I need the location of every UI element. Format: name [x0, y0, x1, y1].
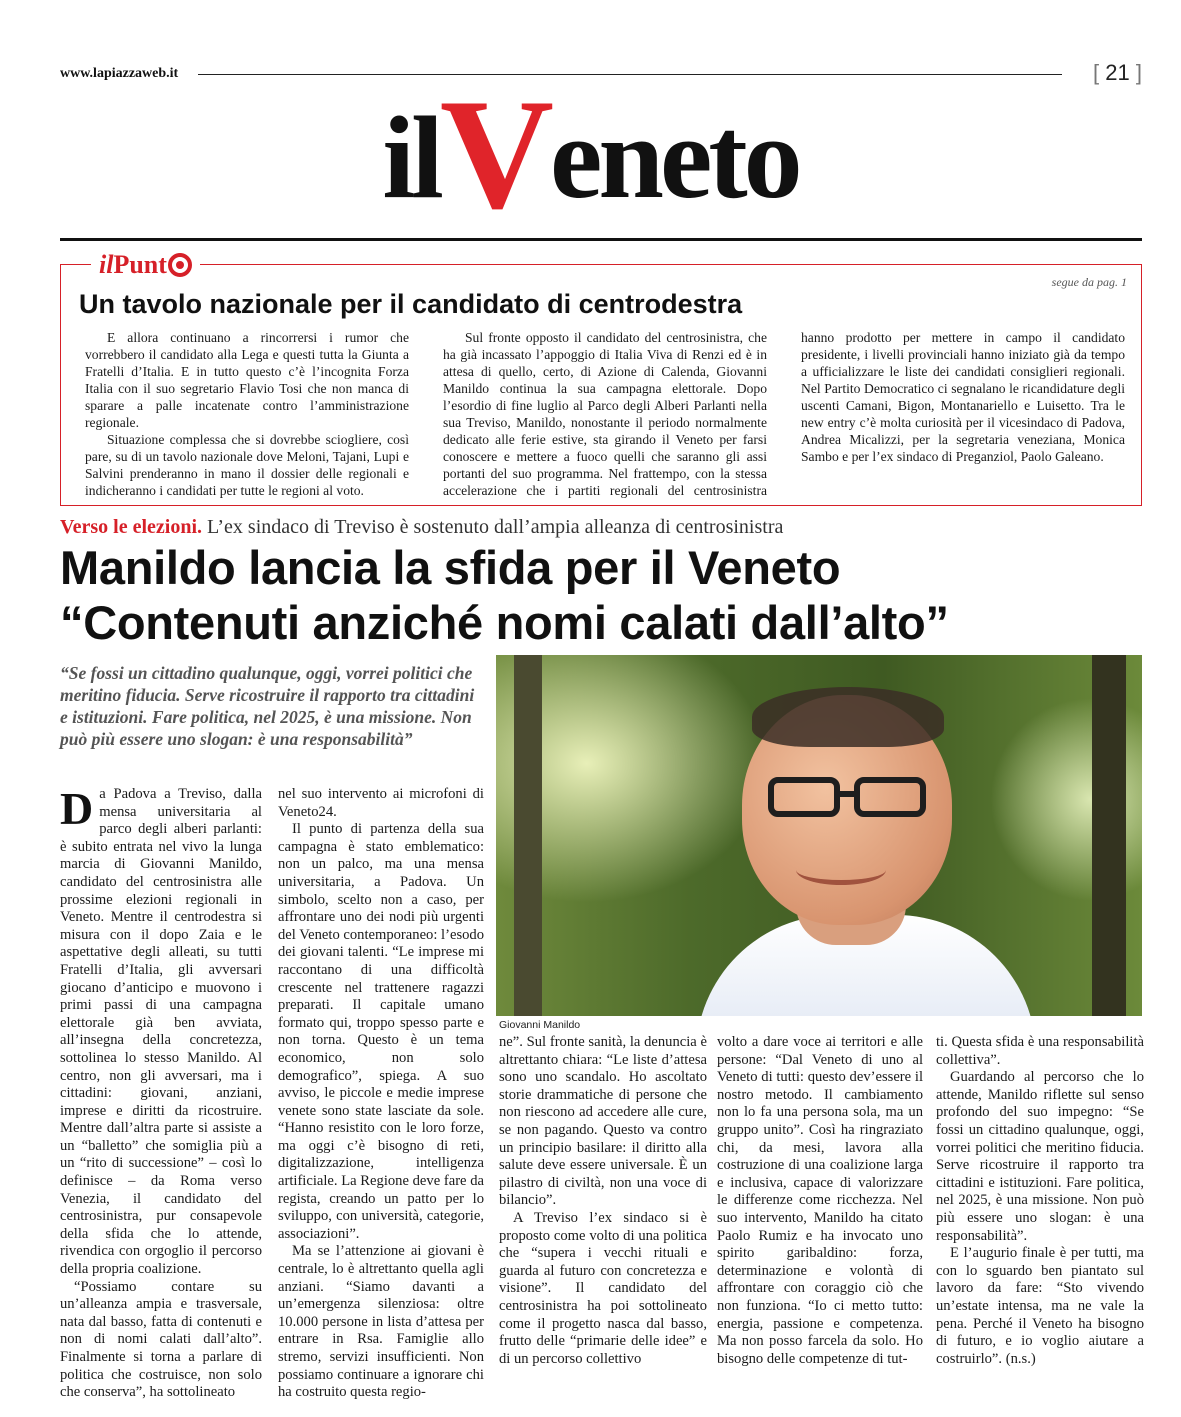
article-paragraph: “Possiamo contare su un’alleanza ampia e trasversale, nata dal basso, fatta di contenuti e non di nomi calati dall’alto”. Finalmente si torna a parlare di politica che costruisce, non solo che conserva”, ha sottolineato — [60, 1278, 262, 1401]
article-paragraph: E l’augurio finale è per tutti, ma con lo sguardo ben piantato sul lavoro da fare: “Sto vivendo un’estate intensa, ma ne vale la pena. Perché il Veneto ha bisogno di futuro, e io voglio aiutare a costruirlo”. (n.s.) — [936, 1245, 1144, 1367]
article-column-1 — [60, 783, 262, 1401]
drop-cap: D — [60, 783, 94, 834]
pull-quote: “Se fossi un cittadino qualunque, oggi, vorrei politici che meritino fiducia. Serve ricostruire il rapporto tra cittadini e istituzioni. Fare politica, nel 2025, è una missione. Non può più essere uno slogan: è una responsabilità” — [60, 663, 475, 749]
site-url: www.lapiazzaweb.it — [60, 66, 179, 81]
article-paragraph: Il punto di partenza della sua campagna è stato emblematico: non un palco, ma una mensa universitaria, a Padova. Un simbolo, scelto non a caso, per affrontare uno dei nodi più urgenti del Veneto contemporaneo: l’esodo dei giovani talenti. “Le imprese mi raccontano di una difficoltà crescente nel trattenere ragazzi preparati. Il capitale umano formato qui, troppo spesso parte e non torna. Questo è un tema economico, non solo demografico”, spiega. A suo avviso, le piccole e medie imprese venete sono state lasciate da sole. “Hanno resistito con le loro forze, ma oggi c’è bisogno di reti, digitalizzazione, intelligenza artificiale. La Regione deve fare da regista, creando un patto per lo sviluppo, con università, categorie, associazioni”. — [278, 821, 485, 1242]
article-column-2 — [278, 786, 485, 1401]
article-paragraph: A Treviso l’ex sindaco si è proposto come volto di una politica che “supera i vecchi rituali e guarda al futuro con concretezza e visione”. Il candidato del centrosinistra ha poi sottolineato come il progetto nasca dal basso, frutto delle “primarie delle idee” e di un percorso collettivo — [499, 1209, 707, 1367]
box-title: Un tavolo nazionale per il candidato di centrodestra — [79, 289, 743, 319]
il-punto-logo: il Punt — [91, 249, 200, 281]
article-kicker: Verso le elezioni. L’ex sindaco di Treviso è sostenuto dall’ampia alleanza di centrosinistra — [60, 516, 784, 538]
box-paragraph: Sul fronte opposto il candidato del centrosinistra, che ha già incassato l’appoggio di Italia Viva di Renzi ed è in attesa di quello, certo, di Azione di Calenda, Giovanni Manildo continua la sua campagna elettorale. Dopo l’esordio di fine luglio al Parco degli Alberi Parlanti nella sua Treviso, Manildo, nonostante il periodo normalmente dedicato alle ferie estive, sta girando il Veneto per farsi conoscere e mettere a fuoco quelli che saranno gli assi portanti del suo programma. Nel frattempo, con la stessa accelerazione che i partiti regionali del centrosinistra hanno prodotto per mettere in campo il candidato presidente, i livelli provinciali hanno iniziato già da tempo a ufficializzare le liste dei candidati consiglieri regionali. Nel Partito Democratico ci segnalano le ricandidature degli uscenti Camani, Bigon, Montanariello e Luisetto. Tra le new entry c’è molta curiosità per il vicesindaco di Padova, Andrea Micalizzi, per la segretaria veneziana, Monica Sambo e per l’ex sindaco di Preganziol, Paolo Galeano. — [443, 330, 1125, 498]
box-paragraph: E allora continuano a rincorrersi i rumor che vorrebbero il candidato alla Lega e questi tutta la Giunta a Fratelli d’Italia. E in tutto questo c’è l’incognita Forza Italia con il suo segretario Flavio Tosi che non manca di sparare a palle incatenate contro l’amministrazione regionale. — [85, 330, 409, 430]
header-rule — [198, 74, 1062, 75]
article-paragraph: Da Padova a Treviso, dalla mensa universitaria al parco degli alberi parlanti: è subito entrata nel vivo la lunga marcia di Giovanni Manildo, candidato del centrosinistra alle prossime elezioni regionali in Veneto. Mentre il centrodestra si misura con il dopo Zaia e le aspettative degli alleati, su tutti Fratelli d’Italia, gli avversari giocano d’anticipo e muovono i primi passi di una campagna elettorale già ben avviata, all’insegna della concretezza, sottolinea lo stesso Manildo. Al centro, non gli avversari, ma i cittadini: giovani, anziani, imprese e diritti da ricostruire. Mentre dall’altra parte si assiste a un “balletto” che somiglia più a un “rito di successione” – così lo definisce – da Roma verso Venezia, il candidato del centrosinistra, pur consapevole della sfida che lo attende, rivendica con orgoglio il percorso della propria coalizione. — [60, 783, 262, 1278]
target-icon — [168, 253, 192, 277]
page-number: [ 21 ] — [1093, 60, 1142, 85]
masthead-logo: ilVeneto — [382, 67, 799, 242]
box-paragraph: Situazione complessa che si dovrebbe sciogliere, così pare, su di un tavolo nazionale dove Meloni, Tajani, Lupi e Salvini prenderanno in mano il dossier delle regionali e indicheranno i candidati per tutte le regioni al voto. — [85, 432, 409, 498]
article-column-4 — [717, 1034, 923, 1384]
article-headline: Manildo lancia la sfida per il Veneto “Contenuti anziché nomi calati dall’alto” — [60, 541, 949, 649]
article-paragraph: ti. Questa sfida è una responsabilità collettiva”. — [936, 1034, 1144, 1068]
il-punto-box — [60, 250, 1142, 506]
article-column-3 — [499, 1034, 707, 1384]
masthead-rule — [60, 238, 1142, 241]
portrait-photo — [496, 655, 1142, 1016]
photo-caption: Giovanni Manildo — [499, 1019, 581, 1031]
article-paragraph: ne”. Sul fronte sanità, la denuncia è altrettanto chiara: “Le liste d’attesa sono uno scandalo. Ho ascoltato storie drammatiche di persone che non riescono ad accedere alle cure, se non pagando. Questo va contro un principio basilare: il diritto alla salute deve essere universale. È un pilastro di civiltà, non una voce di bilancio”. — [499, 1034, 707, 1209]
continued-from-note: segue da pag. 1 — [1051, 275, 1127, 289]
article-paragraph: Ma se l’attenzione ai giovani è centrale, lo è altrettanto quella agli anziani. “Siamo davanti a un’emergenza silenziosa: oltre 10.000 persone in lista d’attesa per entrare in Rsa. Famiglie allo stremo, servizi insufficienti. Non possiamo continuare a ignorare chi ha costruito questa regio- — [278, 1243, 484, 1401]
article-paragraph: Guardando al percorso che lo attende, Manildo riflette sul senso profondo del suo impegno: “Se fossi un cittadino qualunque, oggi, vorrei politici che meritino fiducia. Serve ricostruire il rapporto tra cittadini e istituzioni. Fare politica, nel 2025, è una missione. Non può più essere uno slogan: è una responsabilità”. — [936, 1069, 1144, 1244]
article-column-5 — [936, 1034, 1144, 1384]
box-body — [85, 329, 1125, 499]
article-paragraph: volto a dare voce ai territori e alle persone: “Dal Veneto di uno al Veneto di tutti: questo dev’essere il nostro metodo. Il cambiamento non lo fa una persona sola, ma un gruppo unito”. Così ha ringraziato chi, da mesi, lavora alla costruzione di una coalizione larga e inclusiva, capace di valorizzare le differenze come ricchezza. Nel suo intervento, Manildo ha citato Paolo Rumiz e ha invocato uno spirito garibaldino: forza, determinazione e volontà di affrontare con coraggio ciò che non funziona. “Io ci metto tutto: energia, passione e competenza. Ma non posso farcela da solo. Ho bisogno delle competenze di tut- — [717, 1034, 923, 1367]
article-paragraph: nel suo intervento ai microfoni di Veneto24. — [278, 786, 484, 820]
